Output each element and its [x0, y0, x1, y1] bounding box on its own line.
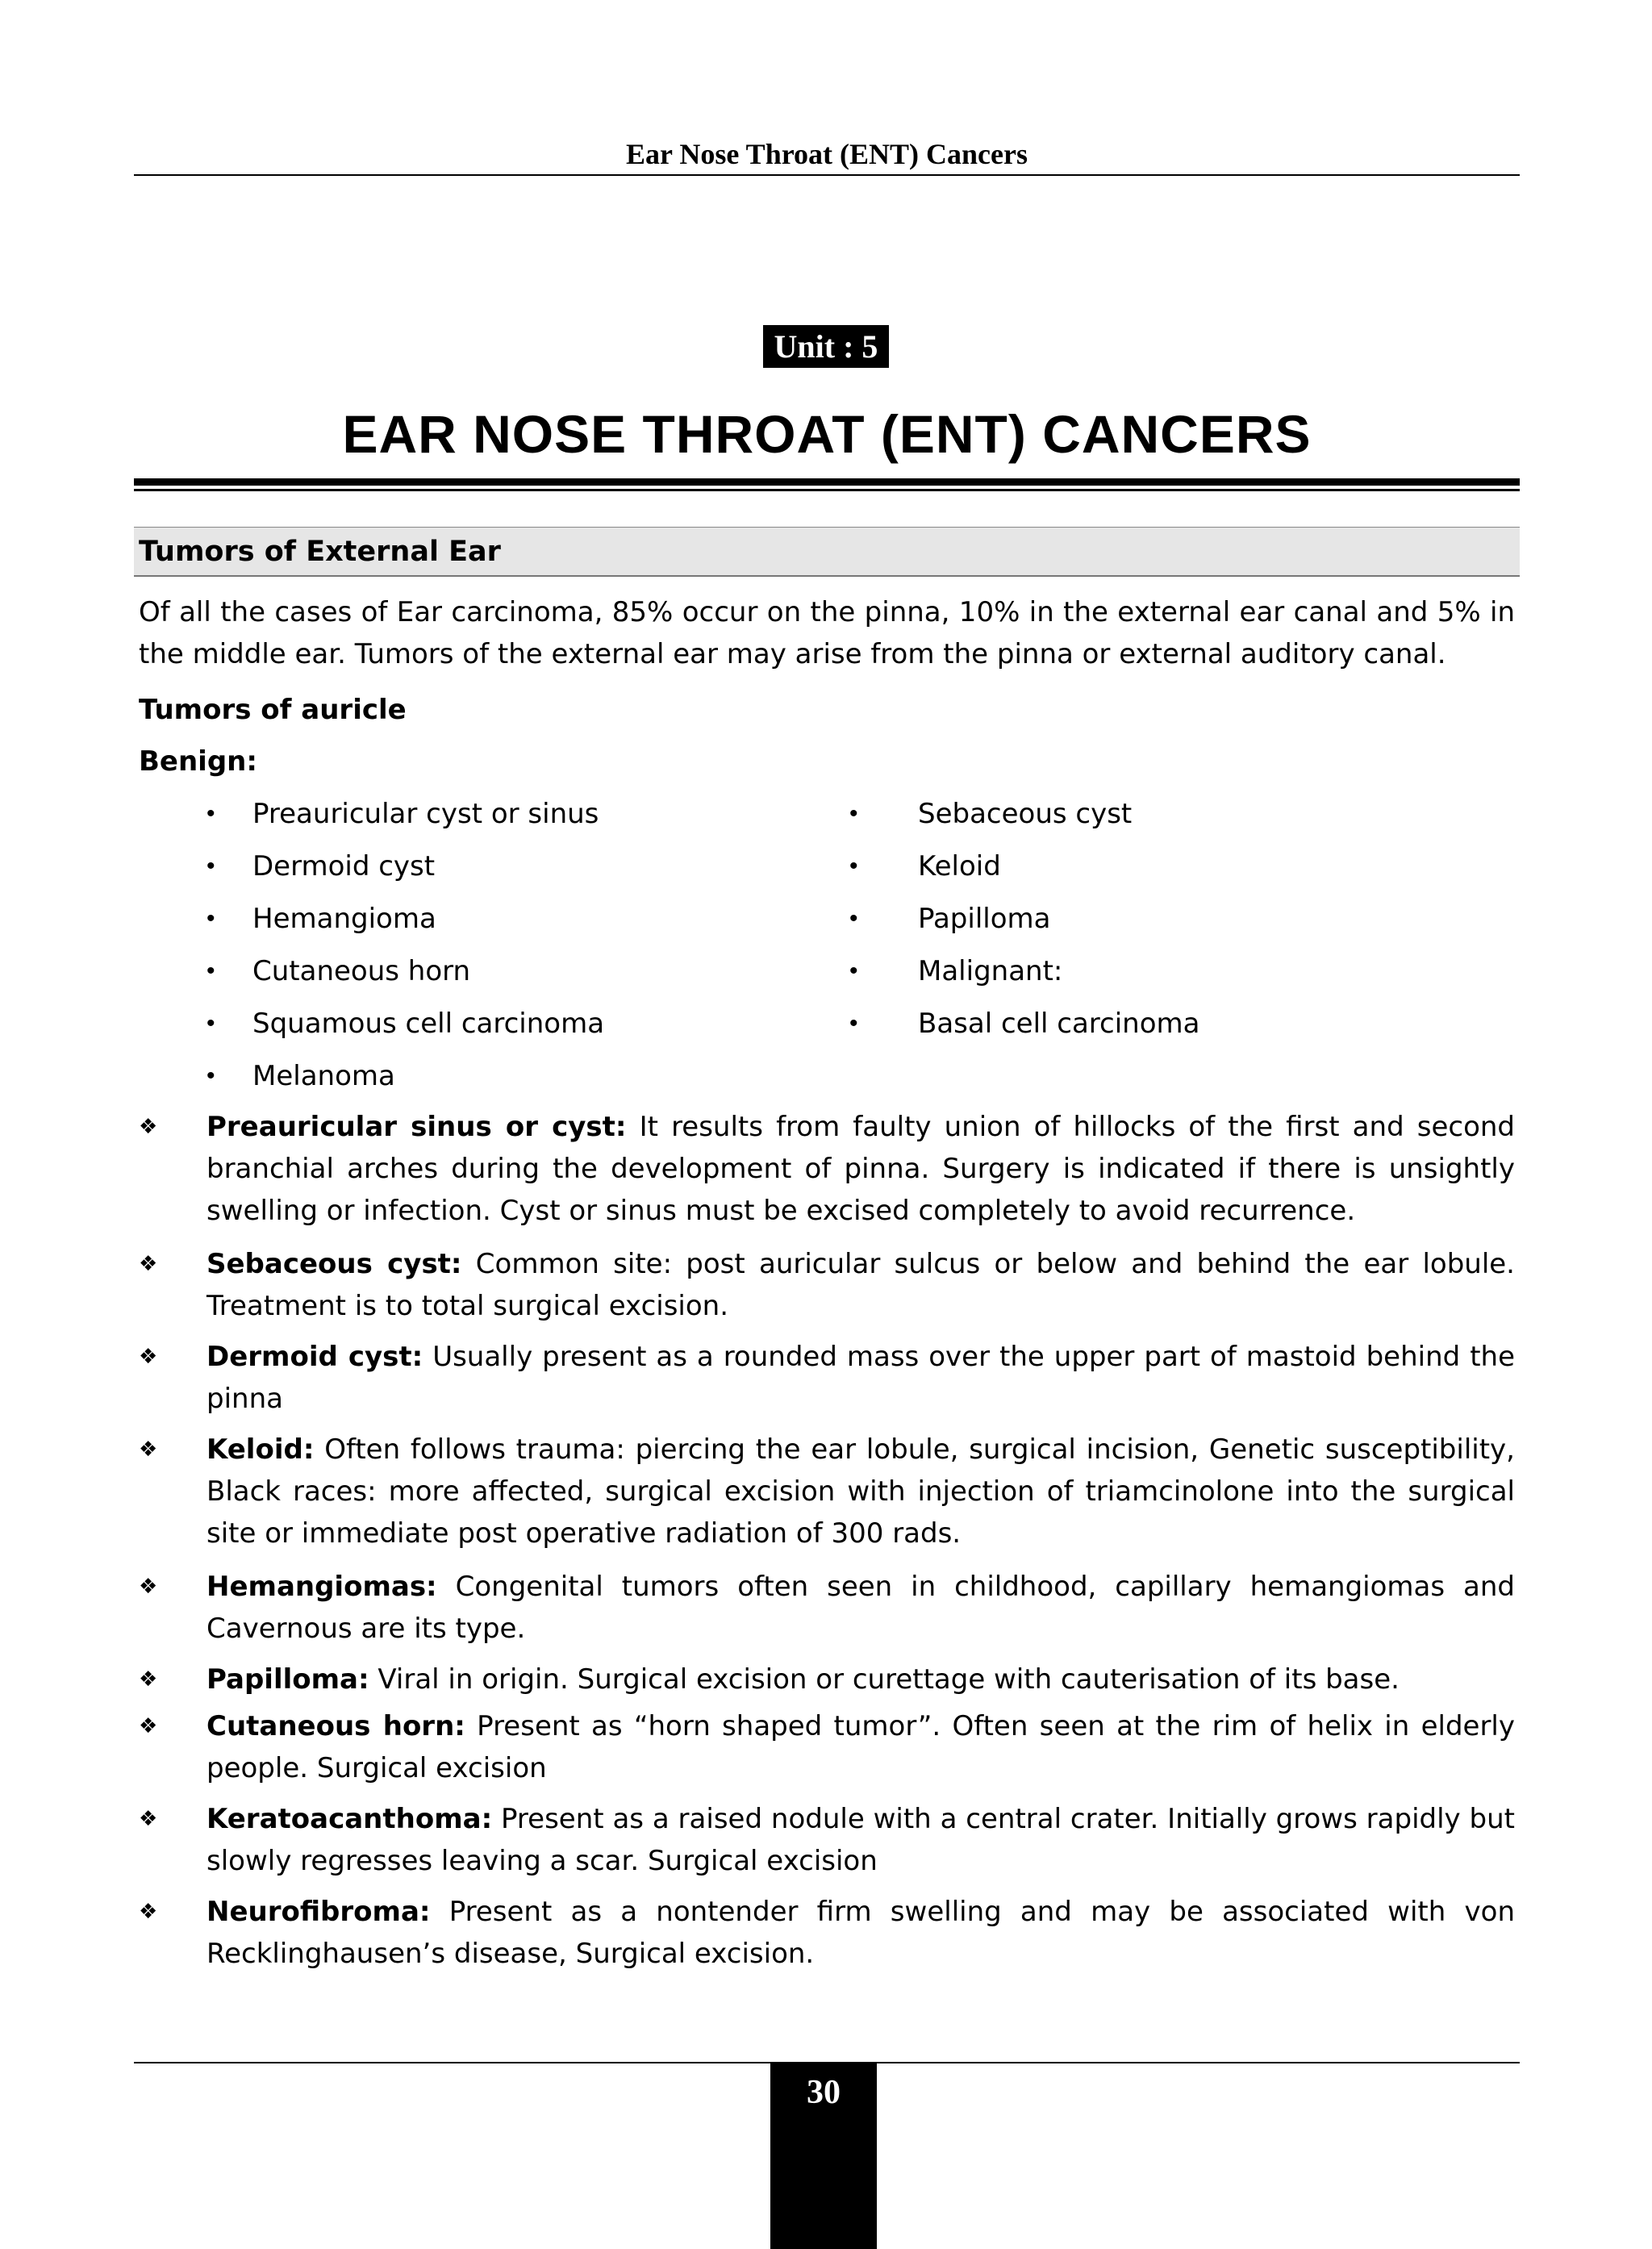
definition-text [206, 1336, 1515, 1420]
list-item: Hemangioma [252, 903, 436, 935]
diamond-bullet-icon: ❖ [139, 1345, 158, 1369]
definition-text [206, 1705, 1515, 1789]
definition-body: Often follows trauma: piercing the ear lobule, surgical incision, Genetic susceptibility, Black races: more affected, surgical excision with injection of triamcinolone into the surgical site or immediate post operative radiation of 300 rads. [206, 1433, 1515, 1550]
diamond-bullet-icon: ❖ [139, 1900, 158, 1924]
definition-term: Cutaneous horn: [206, 1710, 465, 1742]
bullet-icon: • [206, 1062, 215, 1089]
bullet-icon: • [849, 800, 858, 827]
subheading-tumors-of-auricle: Tumors of auricle [139, 694, 407, 726]
definition-text [206, 1798, 1515, 1882]
definition-body: Present as a raised nodule with a central crater. Initially grows rapidly but slowly regresses leaving a scar. Surgical excision [206, 1803, 1515, 1877]
definition-item [139, 1659, 1515, 1700]
diamond-bullet-icon: ❖ [139, 1807, 158, 1831]
definition-item [139, 1336, 1515, 1420]
definition-term: Papilloma: [206, 1663, 369, 1696]
list-item: Dermoid cyst [252, 850, 436, 882]
definition-body: It results from faulty union of hillocks of the first and second branchial arches during the development of pinna. Surgery is indicated if there is unsightly swelling or infection. Cyst or sinus must be excised completely to avoid recurrence. [206, 1111, 1515, 1227]
list-item: Keloid [918, 850, 1001, 882]
bullet-icon: • [206, 1010, 215, 1037]
diamond-bullet-icon: ❖ [139, 1252, 158, 1276]
definition-body: Viral in origin. Surgical excision or curettage with cauterisation of its base. [378, 1663, 1400, 1696]
diamond-bullet-icon: ❖ [139, 1714, 158, 1738]
definition-body: Common site: post auricular sulcus or below and behind the ear lobule. Treatment is to total surgical excision. [206, 1248, 1515, 1322]
definition-item [139, 1891, 1515, 1975]
definition-term: Dermoid cyst: [206, 1341, 423, 1373]
title-rule-thick [134, 478, 1520, 486]
section-heading: Tumors of External Ear [134, 527, 1520, 577]
running-header: Ear Nose Throat (ENT) Cancers [626, 138, 1028, 170]
definition-item [139, 1429, 1515, 1554]
definition-body: Present as “horn shaped tumor”. Often seen at the rim of helix in elderly people. Surgical excision [206, 1710, 1515, 1784]
list-item: Basal cell carcinoma [918, 1008, 1200, 1040]
definition-item [139, 1243, 1515, 1327]
diamond-bullet-icon: ❖ [139, 1115, 158, 1139]
unit-badge: Unit : 5 [763, 325, 889, 368]
diamond-bullet-icon: ❖ [139, 1667, 158, 1692]
bullet-icon: • [206, 958, 215, 984]
definition-text [206, 1429, 1515, 1554]
intro-paragraph: Of all the cases of Ear carcinoma, 85% occur on the pinna, 10% in the external ear canal and 5% in the middle ear. Tumors of the external ear may arise from the pinna or external auditory canal. [139, 596, 1515, 670]
list-item: Malignant: [918, 955, 1063, 987]
definition-term: Sebaceous cyst: [206, 1248, 462, 1280]
definition-text [206, 1106, 1515, 1232]
definition-body: Usually present as a rounded mass over the upper part of mastoid behind the pinna [206, 1341, 1515, 1415]
bullet-icon: • [206, 905, 215, 932]
list-item: Papilloma [918, 903, 1051, 935]
definition-term: Hemangiomas: [206, 1571, 437, 1603]
definition-term: Neurofibroma: [206, 1896, 431, 1928]
page-number: 30 [770, 2063, 877, 2249]
bullet-icon: • [206, 800, 215, 827]
diamond-bullet-icon: ❖ [139, 1575, 158, 1599]
definition-item [139, 1106, 1515, 1232]
definition-item [139, 1705, 1515, 1789]
definition-term: Keratoacanthoma: [206, 1803, 493, 1835]
bullet-icon: • [849, 1010, 858, 1037]
bullet-icon: • [849, 958, 858, 984]
definition-body: Present as a nontender firm swelling and may be associated with von Recklinghausen’s disease, Surgical excision. [206, 1896, 1515, 1970]
chapter-title: EAR NOSE THROAT (ENT) CANCERS [342, 404, 1312, 464]
diamond-bullet-icon: ❖ [139, 1437, 158, 1462]
definition-text [206, 1243, 1515, 1327]
list-item: Squamous cell carcinoma [252, 1008, 605, 1040]
definition-term: Keloid: [206, 1433, 315, 1466]
definition-item [139, 1798, 1515, 1882]
list-item: Cutaneous horn [252, 955, 471, 987]
list-item: Sebaceous cyst [918, 798, 1133, 830]
definition-item [139, 1566, 1515, 1650]
header-rule [134, 174, 1520, 176]
bullet-icon: • [849, 905, 858, 932]
bullet-icon: • [849, 853, 858, 879]
list-item: Melanoma [252, 1060, 395, 1092]
list-item: Preauricular cyst or sinus [252, 798, 599, 830]
definition-term: Preauricular sinus or cyst: [206, 1111, 627, 1143]
title-rule-thin [134, 489, 1520, 491]
definition-text [206, 1566, 1515, 1650]
definition-text [206, 1891, 1515, 1975]
subheading-benign: Benign: [139, 745, 257, 778]
definition-body: Congenital tumors often seen in childhood, capillary hemangiomas and Cavernous are its type. [206, 1571, 1516, 1645]
definition-text [206, 1659, 1515, 1700]
bullet-icon: • [206, 853, 215, 879]
